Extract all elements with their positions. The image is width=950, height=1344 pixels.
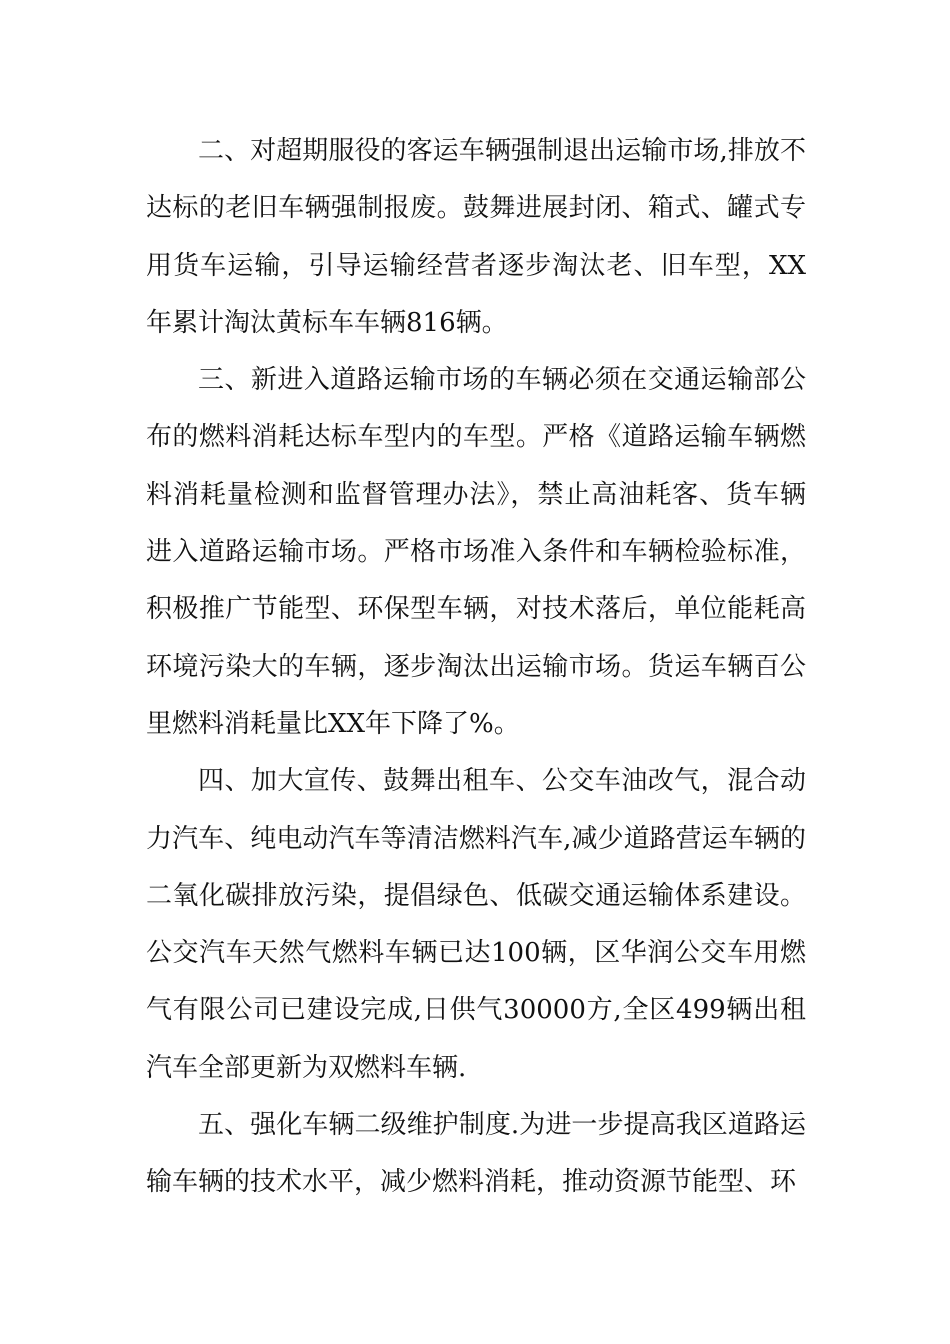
paragraph-2: 二、对超期服役的客运车辆强制退出运输市场,排放不达标的老旧车辆强制报废。鼓舞进展封闭、箱式、罐式专用货车运输，引导运输经营者逐步淘汰老、旧车型，XX年累计淘汰黄标车车辆816辆。 (146, 136, 806, 338)
paragraph-3: 三、新进入道路运输市场的车辆必须在交通运输部公布的燃料消耗达标车型内的车型。严格《道路运输车辆燃料消耗量检测和监督管理办法》，禁止高油耗客、货车辆进入道路运输市场。严格市场准入条件和车辆检验标准，积极推广节能型、环保型车辆，对技术落后，单位能耗高环境污染大的车辆，逐步淘汰出运输市场。货运车辆百公里燃料消耗量比XX年下降了%。 (146, 365, 806, 739)
document-body (146, 123, 806, 1212)
paragraph-5: 五、强化车辆二级维护制度.为进一步提高我区道路运输车辆的技术水平，减少燃料消耗，推动资源节能型、环 (146, 1110, 806, 1198)
paragraph-4: 四、加大宣传、鼓舞出租车、公交车油改气，混合动力汽车、纯电动汽车等清洁燃料汽车,减少道路营运车辆的二氧化碳排放污染，提倡绿色、低碳交通运输体系建设。公交汽车天然气燃料车辆已达100辆，区华润公交车用燃气有限公司已建设完成,日供气30000方,全区499辆出租汽车全部更新为双燃料车辆. (146, 766, 806, 1083)
